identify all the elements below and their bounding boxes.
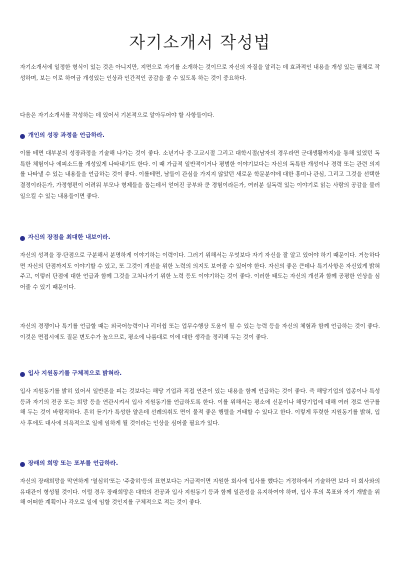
section-growth bbox=[20, 131, 380, 203]
bullet-icon bbox=[20, 236, 25, 241]
section-heading bbox=[20, 131, 380, 141]
section-strengths-extra bbox=[20, 322, 380, 343]
section-motivation bbox=[20, 369, 380, 430]
section-heading-text: 입사 지원동기를 구체적으로 밝혀라. bbox=[28, 371, 122, 377]
section-heading bbox=[20, 369, 380, 379]
section-body: 입사 지원동기를 밝히 있어서 일반론을 피는 것보다는 해당 기업과 직접 연관이 있는 내용을 함께 언급하는 것이 좋다. 즉 해당기업의 업종이나 특성 등과 자기의 전공 또는 희망 등을 연관시켜서 입사 지원동기를 언급하도록 한다. 이를 위해서는 평소에 신문이나 해당기업에 대해 여러 경로 연구를 해 두는 것이 바람직하다. 흔히 듣기가 특성한 얄은데 선례의취도 면이 물적 좋은 행렬을 거태할 수 있다고 한다. 이렇게 뚜렷한 지원동기를 밝혀, 입사 후에도 대사에 의욕적으로 일에 임하게 될 것이라는 인상을 심어줄 필요가 있다. bbox=[20, 389, 380, 428]
section-future bbox=[20, 459, 380, 509]
bullet-icon bbox=[20, 134, 25, 139]
bullet-icon bbox=[20, 462, 25, 467]
section-heading-text: 자신의 장점을 최대한 내보이라. bbox=[28, 235, 111, 241]
section-heading-text: 장래의 희망 또는 포부를 언급하라. bbox=[28, 461, 119, 467]
section-strengths bbox=[20, 233, 380, 294]
lead-paragraph: 다음은 자기소개서를 작성하는 데 있어서 기본적으로 알아두어야 할 사항들이다. bbox=[20, 113, 215, 119]
section-heading bbox=[20, 459, 380, 469]
section-body: 자신의 장래희망을 막연하게 '열심히'또는 '주춤히'등의 표현보다는 거급적이면 지원한 회사에 입사를 했다는 거정하에서 기술하면 보다 더 회사와의 유대관이 형성될 것이다. 이럴 경우 장래희망은 대학의 전공과 입사 지원동기 등과 함께 일관성을 유지하여야 하며, 입사 후의 목표와 자기 개발을 위해 어떠한 계획이나 각오로 일에 임할 것인지를 구체적으로 적는 것이 좋다. bbox=[20, 479, 380, 507]
section-heading bbox=[20, 233, 380, 243]
document-title: 자기소개서 작성법 bbox=[129, 33, 271, 52]
bullet-icon bbox=[20, 372, 25, 377]
intro-paragraph: 자기소개서에 일정한 형식이 있는 것은 아니지만, 지면으로 자기를 소개하는 것이므로 자신의 자질을 알리는 데 효과적인 내용을 개성 있는 필체로 작성하며, 보는 이로 하여금 개성있는 인상과 인간적인 공감을 줄 수 있도록 하는 것이 중요하다. bbox=[20, 65, 380, 82]
section-body: 이를 테면 대부분의 성장과정을 기술해 나가는 것이 좋다. 소년기나 중·고교시절 그리고 대학시절(남자의 경우라면 군대생활까지)을 통해 있었던 독특한 체험이나 에피소드를 개성있게 나타내기도 한다. 이 때 가급적 일반적이거나 평범한 이야기보다는 자신의 독특한 개성이나 경력 또는 관련 의지를 나타낼 수 있는 내용들을 언급하는 것이 좋다. 이를테면, 남들이 관심을 가지지 않았던 새로운 학문분야에 대한 흥미나 관심, 그리고 그것을 선택한 결정이라든가, 가정형편이 어려워 부모나 형제들을 돕는데서 얻어진 공부와 쿤 경험이라든가, 여러분 실독력 있는 이야기로 읽는 사람의 공감을 불러일으킬 수 있는 내용들이면 좋다. bbox=[20, 151, 380, 200]
section-body: 자신의 경쟁이나 특기를 언급할 때는 외국어능력이나 리더쉽 또는 업무수행상 도움이 될 수 있는 능력 등을 자신의 체험과 함께 언급하는 것이 좋다. 이것은 면접시에도 질문 변도수가 높으므로, 평소에 나름대로 이에 대한 생각을 정리해 두는 것이 좋다. bbox=[20, 324, 380, 341]
section-body: 자신의 성격을 장·단점으로 구분해서 분명하게 이야기하는 이력이다. 그러기 위해서는 우엇보다 자기 자신을 잘 알고 있어야 하기 때문이다. 거능하다면 자신의 단점까지도 이야기할 수 있고, 또 그것이 개선을 위한 노력의 의지도 보여줄 수 있어야 한다. 자신의 좋은 큰데나 특기사항은 자신있게 밝혀주고, 이렇러 단점에 대한 언급과 함께 그것을 고쳐나가기 위한 노력 등도 이야기하는 것이 좋다. 이러한 태도는 자신의 개선과 함께 공평한 인상을 심어줄 수 있기 때문이다. bbox=[20, 253, 380, 292]
section-heading-text: 개인의 성장 과정을 언급하라. bbox=[28, 133, 105, 139]
